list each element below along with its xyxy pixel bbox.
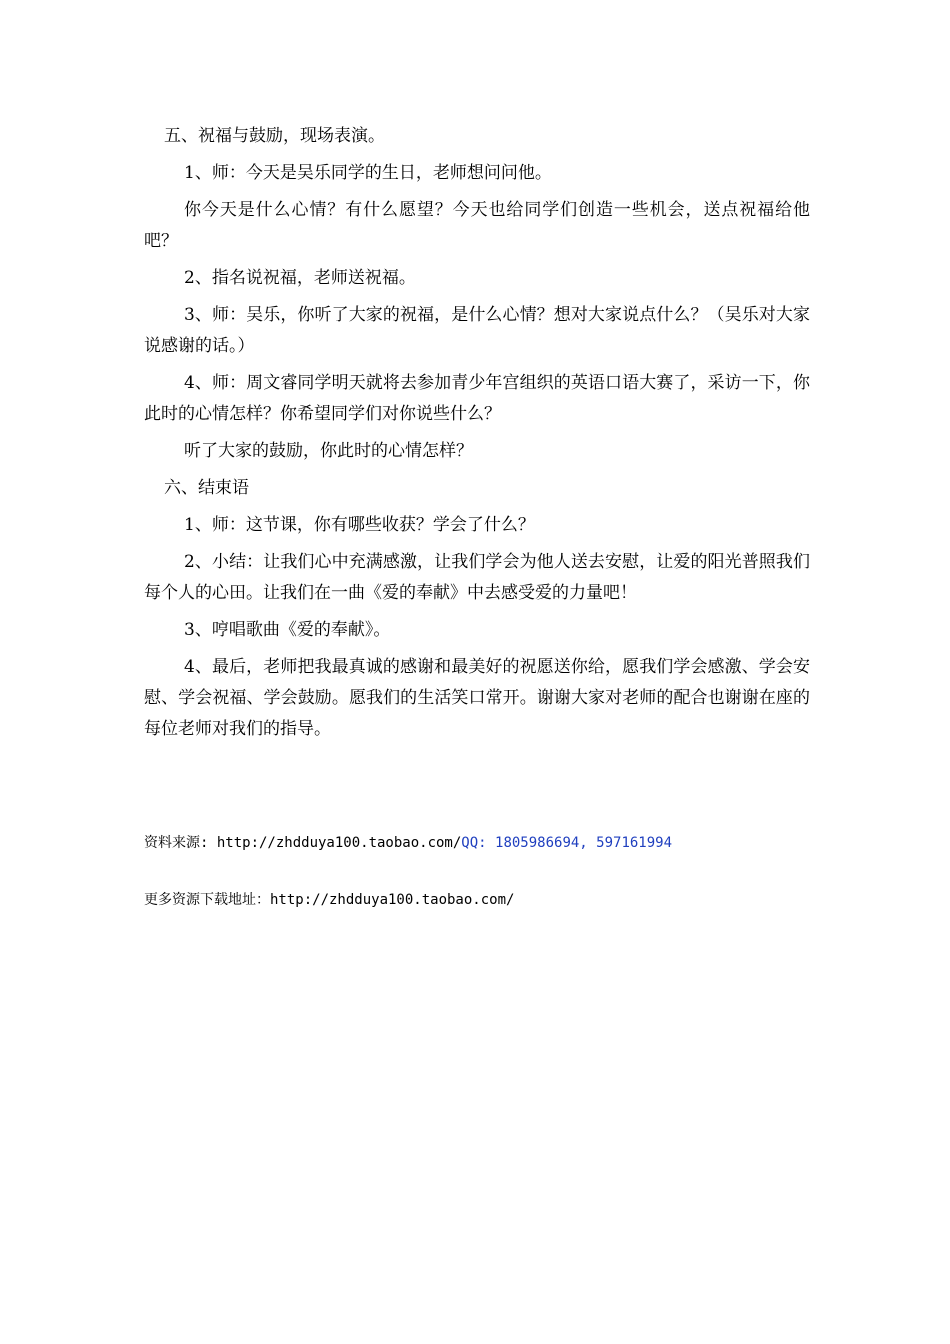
paragraph: 你今天是什么心情？有什么愿望？今天也给同学们创造一些机会，送点祝福给他吧？ [144, 200, 810, 251]
section-heading-5: 五、祝福与鼓励，现场表演。 [164, 126, 385, 146]
source-footer [144, 833, 672, 853]
source-link[interactable]: 资料来源: http://zhdduya100.taobao.com/ [144, 835, 462, 851]
paragraph: 4、师：周文睿同学明天就将去参加青少年宫组织的英语口语大赛了，采访一下，你此时的心情怎样？你希望同学们对你说些什么？ [144, 373, 810, 424]
qq-contact[interactable]: QQ: 1805986694, 597161994 [461, 835, 673, 851]
section-heading-6: 六、结束语 [164, 478, 249, 498]
paragraph: 听了大家的鼓励，你此时的心情怎样？ [184, 441, 473, 461]
paragraph: 3、哼唱歌曲《爱的奉献》。 [184, 620, 391, 640]
paragraph: 1、师：这节课，你有哪些收获？学会了什么？ [184, 515, 535, 535]
paragraph: 3、师：吴乐，你听了大家的祝福，是什么心情？想对大家说点什么？（吴乐对大家说感谢的话。） [144, 305, 810, 356]
paragraph: 1、师：今天是吴乐同学的生日，老师想问问他。 [184, 163, 552, 183]
paragraph: 4、最后，老师把我最真诚的感谢和最美好的祝愿送你给，愿我们学会感激、学会安慰、学会祝福、学会鼓励。愿我们的生活笑口常开。谢谢大家对老师的配合也谢谢在座的每位老师对我们的指导。 [144, 657, 810, 739]
document-body [144, 121, 810, 751]
download-link[interactable]: 更多资源下载地址：http://zhdduya100.taobao.com/ [144, 892, 515, 908]
download-footer [144, 890, 514, 910]
paragraph: 2、小结：让我们心中充满感激，让我们学会为他人送去安慰，让爱的阳光普照我们每个人的心田。让我们在一曲《爱的奉献》中去感受爱的力量吧！ [144, 552, 810, 603]
paragraph: 2、指名说祝福，老师送祝福。 [184, 268, 416, 288]
